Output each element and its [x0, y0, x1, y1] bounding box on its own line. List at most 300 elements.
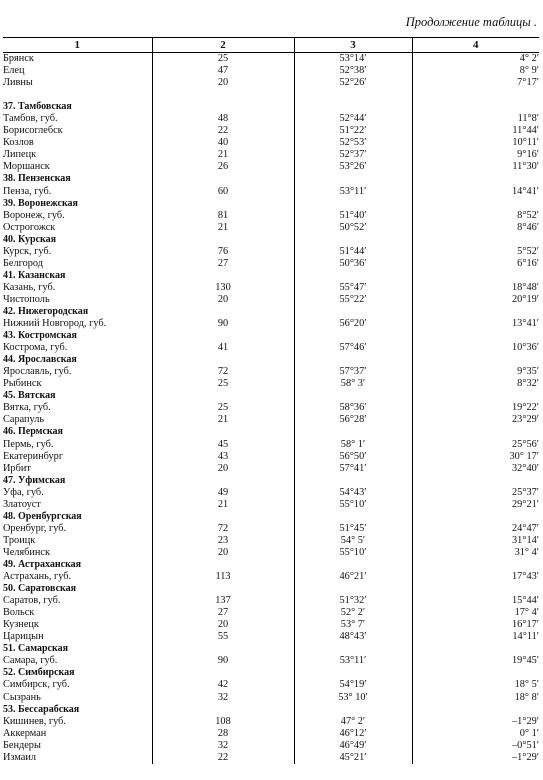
- population-value: 48: [152, 113, 294, 125]
- city-name: Аккерман: [3, 727, 47, 739]
- longitude-value: 9°35′: [412, 366, 539, 378]
- empty-cell: [152, 306, 294, 318]
- table-row: [3, 535, 539, 547]
- empty-cell: [294, 426, 412, 438]
- empty-cell: [3, 89, 152, 101]
- longitude-value: 8° 9′: [412, 65, 539, 77]
- population-value: 108: [152, 716, 294, 728]
- longitude-value: 18° 8′: [412, 691, 539, 703]
- table-row: [3, 619, 539, 631]
- latitude-value: 47° 2′: [294, 716, 412, 728]
- table-row: [3, 679, 539, 691]
- empty-cell: [412, 354, 539, 366]
- empty-cell: [294, 234, 412, 246]
- table-row: [3, 487, 539, 499]
- population-value: 41: [152, 342, 294, 354]
- latitude-value: 54°19′: [294, 679, 412, 691]
- latitude-value: 53°26′: [294, 161, 412, 173]
- population-value: 22: [152, 125, 294, 137]
- longitude-value: 6°16′: [412, 258, 539, 270]
- latitude-value: 57°37′: [294, 366, 412, 378]
- city-name: Троицк: [3, 534, 36, 546]
- population-value: 90: [152, 655, 294, 667]
- province-name: 37. Тамбовская: [3, 101, 72, 113]
- longitude-value: 31° 4′: [412, 547, 539, 559]
- table-row: [3, 222, 539, 234]
- empty-cell: [294, 475, 412, 487]
- province-name: 43. Костромская: [3, 330, 77, 342]
- empty-cell: [294, 306, 412, 318]
- province-name: 41. Казанская: [3, 269, 66, 281]
- column-header-2: 2: [152, 38, 294, 53]
- city-name: Моршанск: [3, 161, 50, 173]
- province-name: 39. Воронежская: [3, 197, 78, 209]
- table-row: [3, 499, 539, 511]
- empty-cell: [412, 583, 539, 595]
- population-value: 26: [152, 161, 294, 173]
- population-value: 27: [152, 607, 294, 619]
- longitude-value: 29°21′: [412, 499, 539, 511]
- city-name: Елец: [3, 65, 25, 77]
- column-header-4: 4: [412, 38, 539, 53]
- city-name: Чистополь: [3, 293, 50, 305]
- empty-cell: [294, 667, 412, 679]
- city-name: Саратов, губ.: [3, 595, 61, 607]
- latitude-value: 58° 3′: [294, 378, 412, 390]
- table-row: [3, 125, 539, 137]
- province-row: [3, 667, 539, 679]
- empty-cell: [152, 475, 294, 487]
- empty-cell: [152, 390, 294, 402]
- latitude-value: 46°49′: [294, 740, 412, 752]
- latitude-value: 51°40′: [294, 210, 412, 222]
- province-row: [3, 173, 539, 185]
- population-value: 76: [152, 246, 294, 258]
- table-row: [3, 728, 539, 740]
- empty-cell: [412, 234, 539, 246]
- population-value: 23: [152, 535, 294, 547]
- province-name: 48. Оренбургская: [3, 510, 82, 522]
- latitude-value: 52°53′: [294, 137, 412, 149]
- population-value: 47: [152, 65, 294, 77]
- city-name: Челябинск: [3, 546, 50, 558]
- table-row: [3, 210, 539, 222]
- longitude-value: 7°17′: [412, 77, 539, 89]
- empty-cell: [294, 583, 412, 595]
- longitude-value: 13°41′: [412, 318, 539, 330]
- longitude-value: 20°19′: [412, 294, 539, 306]
- city-name: Острогожск: [3, 221, 56, 233]
- population-value: 72: [152, 523, 294, 535]
- province-name: 52. Симбирская: [3, 667, 75, 679]
- table-row: [3, 318, 539, 330]
- table-row: [3, 631, 539, 643]
- latitude-value: 51°44′: [294, 246, 412, 258]
- empty-cell: [412, 101, 539, 113]
- longitude-value: 0° 1′: [412, 728, 539, 740]
- city-name: Козлов: [3, 137, 34, 149]
- latitude-value: 53° 7′: [294, 619, 412, 631]
- table-row: [3, 523, 539, 535]
- empty-cell: [412, 426, 539, 438]
- empty-cell: [412, 89, 539, 101]
- city-name: Самара, губ.: [3, 655, 58, 667]
- empty-cell: [294, 173, 412, 185]
- latitude-value: 55°47′: [294, 282, 412, 294]
- table-row: [3, 547, 539, 559]
- longitude-value: 16°17′: [412, 619, 539, 631]
- longitude-value: 5°52′: [412, 246, 539, 258]
- longitude-value: 4° 2′: [412, 53, 539, 66]
- province-name: 49. Астраханская: [3, 558, 82, 570]
- province-row: [3, 234, 539, 246]
- city-name: Уфа, губ.: [3, 486, 44, 498]
- table-row: [3, 282, 539, 294]
- population-value: 60: [152, 186, 294, 198]
- city-name: Тамбов, губ.: [3, 113, 58, 125]
- population-value: 81: [152, 210, 294, 222]
- city-name: Симбирск, губ.: [3, 679, 70, 691]
- table-row: [3, 366, 539, 378]
- latitude-value: 52°44′: [294, 113, 412, 125]
- population-value: 32: [152, 691, 294, 703]
- longitude-value: 17° 4′: [412, 607, 539, 619]
- latitude-value: 58° 1′: [294, 439, 412, 451]
- empty-cell: [294, 511, 412, 523]
- population-value: 28: [152, 728, 294, 740]
- city-name: Кишинев, губ.: [3, 715, 66, 727]
- city-name: Воронеж, губ.: [3, 209, 65, 221]
- city-name: Екатеринбург: [3, 450, 64, 462]
- city-name: Ливны: [3, 77, 33, 89]
- latitude-value: 56°28′: [294, 414, 412, 426]
- city-name: Казань, губ.: [3, 281, 56, 293]
- latitude-value: 46°12′: [294, 728, 412, 740]
- city-name: Астрахань, губ.: [3, 571, 72, 583]
- table-row: [3, 655, 539, 667]
- city-name: Оренбург, губ.: [3, 522, 67, 534]
- population-value: 27: [152, 258, 294, 270]
- latitude-value: 52°38′: [294, 65, 412, 77]
- column-header-1: 1: [3, 38, 152, 53]
- city-name: Кузнецк: [3, 619, 39, 631]
- empty-cell: [412, 198, 539, 210]
- province-name: 38. Пензенская: [3, 173, 71, 185]
- table-row: [3, 752, 539, 764]
- province-row: [3, 306, 539, 318]
- longitude-value: 14°41′: [412, 186, 539, 198]
- latitude-value: 57°41′: [294, 463, 412, 475]
- table-row: [3, 571, 539, 583]
- city-name: Ирбит: [3, 462, 31, 474]
- empty-cell: [294, 643, 412, 655]
- latitude-value: 57°46′: [294, 342, 412, 354]
- province-row: [3, 270, 539, 282]
- longitude-value: 32°40′: [412, 463, 539, 475]
- latitude-value: 51°45′: [294, 523, 412, 535]
- population-value: 40: [152, 137, 294, 149]
- empty-cell: [412, 475, 539, 487]
- table-row: [3, 451, 539, 463]
- longitude-value: 17°43′: [412, 571, 539, 583]
- empty-cell: [412, 306, 539, 318]
- longitude-value: –0°51′: [412, 740, 539, 752]
- table-row: [3, 691, 539, 703]
- latitude-value: 50°52′: [294, 222, 412, 234]
- city-name: Борисоглебск: [3, 125, 63, 137]
- table-row: [3, 137, 539, 149]
- longitude-value: 23°29′: [412, 414, 539, 426]
- province-row: [3, 643, 539, 655]
- province-name: 42. Нижегородская: [3, 306, 89, 317]
- province-name: 53. Бессарабская: [3, 703, 80, 715]
- population-value: 32: [152, 740, 294, 752]
- population-value: 25: [152, 402, 294, 414]
- empty-cell: [294, 89, 412, 101]
- population-value: 25: [152, 378, 294, 390]
- longitude-value: 25°37′: [412, 487, 539, 499]
- empty-cell: [294, 704, 412, 716]
- latitude-value: 58°36′: [294, 402, 412, 414]
- table-row: [3, 378, 539, 390]
- population-value: 25: [152, 53, 294, 66]
- empty-cell: [294, 354, 412, 366]
- table-row: [3, 246, 539, 258]
- province-name: 44. Ярославская: [3, 354, 77, 366]
- city-name: Сызрань: [3, 691, 41, 703]
- province-name: 47. Уфимская: [3, 474, 66, 486]
- province-row: [3, 511, 539, 523]
- longitude-value: –1°29′: [412, 716, 539, 728]
- longitude-value: 8°32′: [412, 378, 539, 390]
- latitude-value: 45°21′: [294, 752, 412, 764]
- city-name: Белгород: [3, 257, 43, 269]
- city-name: Нижний Новгород, губ.: [3, 318, 107, 330]
- empty-cell: [152, 173, 294, 185]
- city-name: Кострома, губ.: [3, 342, 68, 354]
- longitude-value: 9°16′: [412, 149, 539, 161]
- latitude-value: 52°37′: [294, 149, 412, 161]
- population-value: 22: [152, 752, 294, 764]
- province-row: [3, 330, 539, 342]
- province-name: 45. Вятская: [3, 390, 56, 402]
- table-row: [3, 294, 539, 306]
- empty-cell: [412, 559, 539, 571]
- table-body: [3, 53, 539, 764]
- latitude-value: 53° 10′: [294, 691, 412, 703]
- city-name: Брянск: [3, 53, 34, 65]
- empty-cell: [152, 583, 294, 595]
- empty-cell: [152, 354, 294, 366]
- city-name: Липецк: [3, 149, 37, 161]
- table-row: [3, 463, 539, 475]
- latitude-value: 56°50′: [294, 451, 412, 463]
- table-row: [3, 342, 539, 354]
- longitude-value: 11°30′: [412, 161, 539, 173]
- province-row: [3, 426, 539, 438]
- city-name: Сарапуль: [3, 414, 45, 426]
- longitude-value: 25°56′: [412, 439, 539, 451]
- latitude-value: 55°22′: [294, 294, 412, 306]
- empty-cell: [152, 198, 294, 210]
- province-row: [3, 475, 539, 487]
- city-name: Пенза, губ.: [3, 185, 52, 197]
- header-row: [3, 38, 539, 53]
- city-name: Пермь, губ.: [3, 438, 54, 450]
- population-value: 72: [152, 366, 294, 378]
- latitude-value: 52° 2′: [294, 607, 412, 619]
- empty-cell: [412, 643, 539, 655]
- latitude-value: 52°26′: [294, 77, 412, 89]
- population-value: 21: [152, 222, 294, 234]
- latitude-value: 51°22′: [294, 125, 412, 137]
- population-value: 21: [152, 149, 294, 161]
- empty-cell: [294, 330, 412, 342]
- population-value: 49: [152, 487, 294, 499]
- longitude-value: 18° 5′: [412, 679, 539, 691]
- latitude-value: 46°21′: [294, 571, 412, 583]
- latitude-value: 53°11′: [294, 186, 412, 198]
- latitude-value: 54°43′: [294, 487, 412, 499]
- longitude-value: 30° 17′: [412, 451, 539, 463]
- province-row: [3, 101, 539, 113]
- column-header-3: 3: [294, 38, 412, 53]
- empty-cell: [152, 89, 294, 101]
- longitude-value: 10°11′: [412, 137, 539, 149]
- longitude-value: –1°29′: [412, 752, 539, 764]
- table-caption: Продолжение таблицы .: [405, 15, 537, 29]
- longitude-value: 19°45′: [412, 655, 539, 667]
- city-name: Курск, губ.: [3, 245, 52, 257]
- empty-cell: [412, 667, 539, 679]
- empty-cell: [412, 270, 539, 282]
- province-name: 50. Саратовская: [3, 583, 77, 595]
- empty-cell: [152, 643, 294, 655]
- empty-cell: [412, 390, 539, 402]
- table-row: [3, 595, 539, 607]
- province-row: [3, 354, 539, 366]
- province-row: [3, 583, 539, 595]
- city-name: Измаил: [3, 751, 37, 763]
- table-row: [3, 439, 539, 451]
- latitude-value: 55°10′: [294, 499, 412, 511]
- empty-cell: [152, 270, 294, 282]
- longitude-value: 19°22′: [412, 402, 539, 414]
- province-row: [3, 704, 539, 716]
- table-row: [3, 53, 539, 66]
- empty-cell: [412, 173, 539, 185]
- empty-cell: [294, 101, 412, 113]
- empty-cell: [412, 511, 539, 523]
- longitude-value: 24°47′: [412, 523, 539, 535]
- longitude-value: 11°8′: [412, 113, 539, 125]
- province-name: 46. Пермская: [3, 426, 63, 438]
- empty-cell: [294, 270, 412, 282]
- province-row: [3, 390, 539, 402]
- table-row: [3, 161, 539, 173]
- empty-cell: [294, 559, 412, 571]
- longitude-value: 8°52′: [412, 210, 539, 222]
- population-value: 21: [152, 414, 294, 426]
- latitude-value: 51°32′: [294, 595, 412, 607]
- population-value: 130: [152, 282, 294, 294]
- latitude-value: 54° 5′: [294, 535, 412, 547]
- population-value: 20: [152, 547, 294, 559]
- table-row: [3, 716, 539, 728]
- empty-cell: [152, 511, 294, 523]
- latitude-value: 48°43′: [294, 631, 412, 643]
- table-row: [3, 607, 539, 619]
- latitude-value: 55°10′: [294, 547, 412, 559]
- province-name: 51. Самарская: [3, 643, 68, 655]
- latitude-value: 53°11′: [294, 655, 412, 667]
- population-value: 21: [152, 499, 294, 511]
- city-name: Златоуст: [3, 498, 41, 510]
- population-value: 90: [152, 318, 294, 330]
- population-value: 20: [152, 77, 294, 89]
- city-name: Ярославль, губ.: [3, 366, 72, 378]
- population-value: 42: [152, 679, 294, 691]
- empty-cell: [152, 667, 294, 679]
- city-name: Бендеры: [3, 739, 41, 751]
- table-row: [3, 149, 539, 161]
- table-row: [3, 414, 539, 426]
- table-row: [3, 740, 539, 752]
- city-name: Царицын: [3, 631, 44, 643]
- population-value: 45: [152, 439, 294, 451]
- empty-cell: [152, 704, 294, 716]
- empty-cell: [152, 426, 294, 438]
- population-value: 20: [152, 294, 294, 306]
- longitude-value: 15°44′: [412, 595, 539, 607]
- city-name: Вольск: [3, 607, 35, 619]
- empty-cell: [294, 198, 412, 210]
- spacer-row: [3, 89, 539, 101]
- table-row: [3, 113, 539, 125]
- empty-cell: [152, 101, 294, 113]
- longitude-value: 11°44′: [412, 125, 539, 137]
- empty-cell: [412, 330, 539, 342]
- empty-cell: [412, 704, 539, 716]
- table-row: [3, 402, 539, 414]
- empty-cell: [152, 559, 294, 571]
- table-row: [3, 65, 539, 77]
- population-value: 137: [152, 595, 294, 607]
- table-row: [3, 258, 539, 270]
- longitude-value: 8°46′: [412, 222, 539, 234]
- longitude-value: 10°36′: [412, 342, 539, 354]
- city-name: Вятка, губ.: [3, 402, 51, 414]
- data-table: [3, 37, 539, 764]
- table-row: [3, 77, 539, 89]
- city-name: Рыбинск: [3, 378, 42, 390]
- population-value: 43: [152, 451, 294, 463]
- province-name: 40. Курская: [3, 233, 57, 245]
- empty-cell: [152, 330, 294, 342]
- population-value: 20: [152, 463, 294, 475]
- table-row: [3, 186, 539, 198]
- empty-cell: [294, 390, 412, 402]
- population-value: 113: [152, 571, 294, 583]
- longitude-value: 31°14′: [412, 535, 539, 547]
- population-value: 55: [152, 631, 294, 643]
- longitude-value: 14°11′: [412, 631, 539, 643]
- latitude-value: 53°14′: [294, 53, 412, 66]
- population-value: 20: [152, 619, 294, 631]
- latitude-value: 50°36′: [294, 258, 412, 270]
- latitude-value: 56°20′: [294, 318, 412, 330]
- province-row: [3, 198, 539, 210]
